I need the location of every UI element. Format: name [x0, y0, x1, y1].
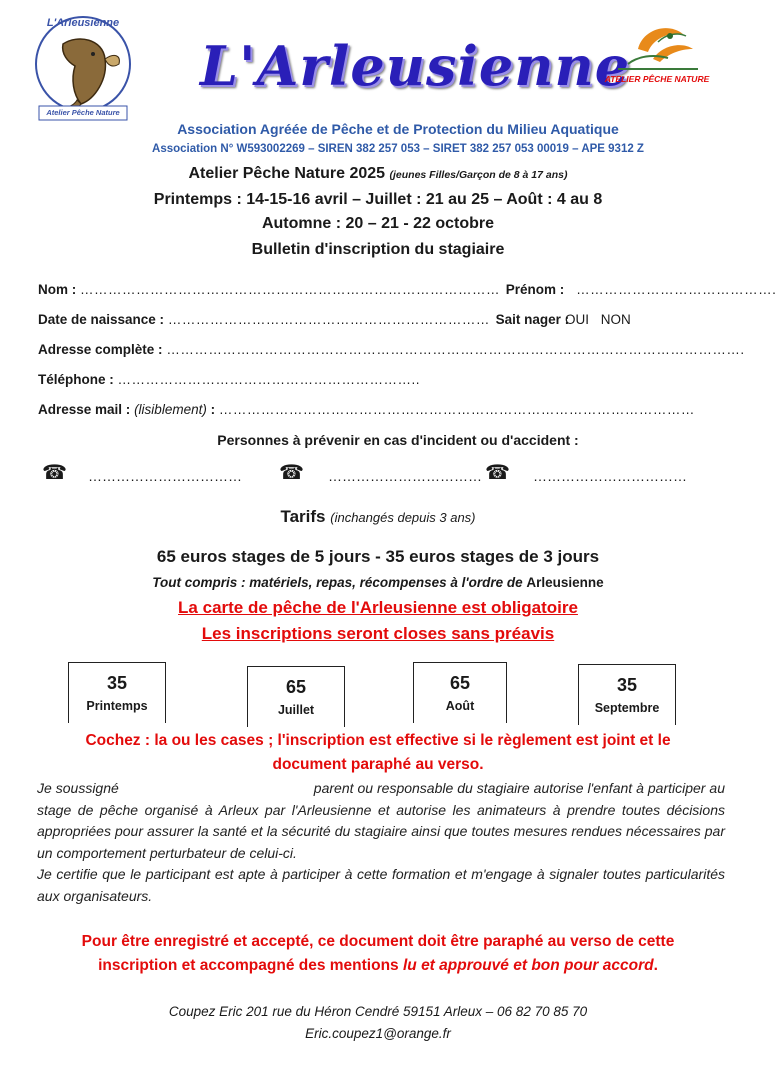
heron-logo — [598, 14, 716, 86]
dates-line-1: Printemps : 14-15-16 avril – Juillet : 21 au 25 – Août : 4 au 8 — [153, 191, 603, 208]
box-juillet[interactable]: 65 Juillet — [247, 666, 345, 727]
logo-right-text: ATELIER PÊCHE NATURE — [604, 74, 710, 84]
page-title: L'Arleusienne — [200, 34, 631, 98]
association-ids: Association N° W593002269 – SIREN 382 257 053 – SIRET 382 257 053 00019 – APE 9312 Z — [152, 143, 644, 155]
contact-3-field[interactable]: …………………………… — [533, 468, 687, 484]
nager-options[interactable] — [565, 312, 631, 327]
dates-line-2: Automne : 20 – 21 - 22 octobre — [261, 215, 495, 232]
footer-address: Coupez Eric 201 rue du Héron Cendré 59151 Arleux – 06 82 70 85 70 — [168, 1004, 588, 1019]
oui-option[interactable]: OUI — [565, 312, 590, 327]
logo-left-top-text: L'Arleusienne — [46, 17, 120, 29]
mail-field[interactable]: Adresse mail : (lisiblement) : ………………………………………………………………………………………… — [38, 402, 695, 417]
contact-2-field[interactable]: …………………………… — [328, 468, 482, 484]
arleusienne-fish-logo — [33, 14, 133, 126]
non-option[interactable]: NON — [600, 312, 631, 327]
inscriptions-closes: Les inscriptions seront closes sans préavis — [201, 624, 555, 643]
contact-1-field[interactable]: …………………………… — [88, 468, 242, 484]
logo-left-bottom-text: Atelier Pêche Nature — [46, 108, 120, 117]
telephone-icon: ☎ — [485, 462, 510, 484]
box-septembre[interactable]: 35 Septembre — [578, 664, 676, 725]
notice-line-1: Pour être enregistré et accepté, ce document doit être paraphé au verso de cette — [81, 933, 675, 950]
cochez-line-1: Cochez : la ou les cases ; l'inscription est effective si le règlement est joint et le — [85, 732, 671, 749]
telephone-icon: ☎ — [279, 462, 304, 484]
association-line: Association Agréée de Pêche et de Protection du Milieu Aquatique — [177, 121, 619, 137]
box-aout[interactable]: 65 Août — [413, 662, 507, 723]
telephone-field[interactable]: Téléphone : ……………………………………………………….. — [38, 372, 421, 387]
telephone-icon: ☎ — [42, 462, 67, 484]
box-printemps[interactable]: 35 Printemps — [68, 662, 166, 723]
cochez-line-2: document paraphé au verso. — [272, 756, 484, 773]
tarifs-included: Tout compris : matériels, repas, récompenses à l'ordre de Arleusienne — [152, 575, 604, 590]
contacts-label: Personnes à prévenir en cas d'incident ou d'accident : — [217, 432, 579, 448]
tarifs-prices: 65 euros stages de 5 jours - 35 euros stages de 3 jours — [156, 547, 600, 566]
notice-line-2: inscription et accompagné des mentions lu et approuvé et bon pour accord. — [98, 957, 658, 974]
adresse-field[interactable]: Adresse complète : ……………………………………………………………………………………………………………. — [38, 342, 745, 357]
atelier-heading: Atelier Pêche Nature 2025 (jeunes Filles/Garçon de 8 à 17 ans) — [188, 165, 568, 182]
declaration-paragraph: Je soussigné parent ou responsable du stagiaire autorise l'enfant à participer au stage de pêche organisé à Arleux par l'Arleusienne et autorise les animateurs à prendre toutes décisions appropriées pour assurer la santé et la sécurité du stagiaire ainsi que toutes mesures rendues nécessaires par un comportement perturbateur de celui-ci. Je certifie que le participant est apte à participer à cette formation et m'engage à signaler toutes particularités aux organisateurs. — [37, 780, 725, 904]
bulletin-heading: Bulletin d'inscription du stagiaire — [251, 241, 505, 258]
nom-field[interactable]: Nom : ……………………………………………………………………………… Prénom : ……………………………………. — [38, 282, 776, 297]
carte-obligatoire: La carte de pêche de l'Arleusienne est obligatoire — [178, 598, 578, 617]
footer-email[interactable]: Eric.coupez1@orange.fr — [305, 1026, 451, 1041]
naissance-field[interactable]: Date de naissance : …………………………………………………………… Sait nager : — [38, 312, 570, 327]
tarifs-heading: Tarifs (inchangés depuis 3 ans) — [280, 507, 476, 526]
